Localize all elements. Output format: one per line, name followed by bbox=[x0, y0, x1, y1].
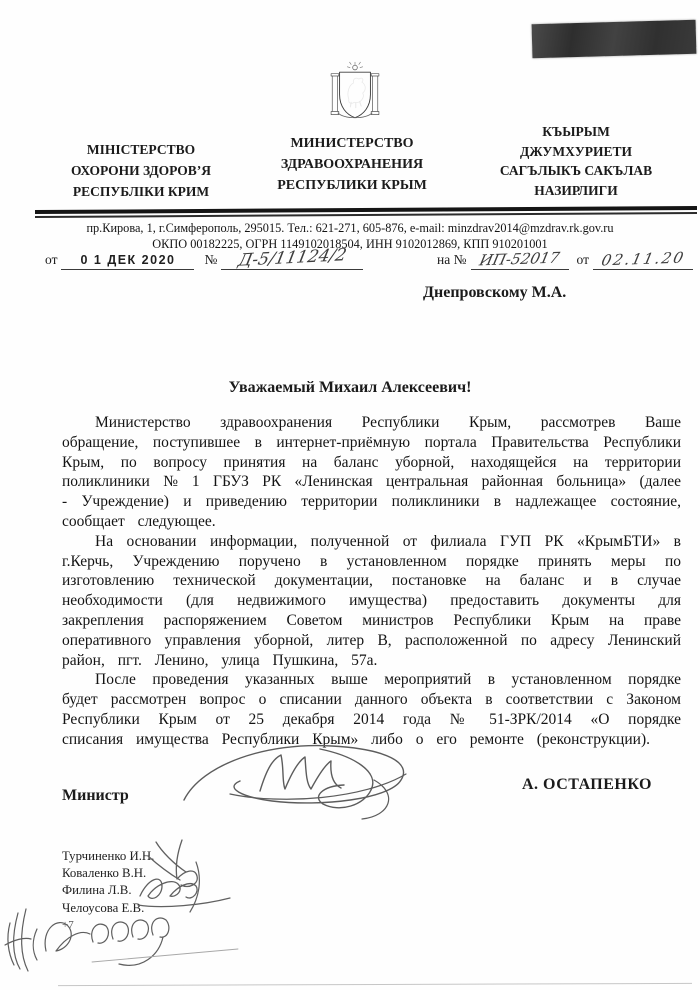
bottom-handwritten-scribble bbox=[0, 893, 245, 990]
letterhead-line: МИНИСТЕРСТВО bbox=[290, 136, 414, 151]
letterhead-line: РЕСПУБЛІКИ КРИМ bbox=[72, 184, 210, 199]
letterhead-ukrainian bbox=[42, 122, 240, 202]
outgoing-number-handwritten: Д-5/11124/2 bbox=[236, 245, 349, 271]
reference-row bbox=[45, 245, 693, 271]
letterhead bbox=[42, 122, 688, 202]
executor-name: Турчиненко И.Н. bbox=[62, 849, 155, 863]
minister-handwritten-signature bbox=[172, 738, 427, 826]
letterhead-line: МІНІСТЕРСТВО bbox=[86, 142, 196, 157]
addressee: Днепровскому М.А. bbox=[423, 284, 567, 301]
outgoing-date-field bbox=[61, 252, 194, 270]
body-paragraph: Министерство здравоохранения Республики Крым, рассмотрев Ваше обращение, поступившее в интернет-приёмную портала Правительства Республики Крым, по вопросу принятия на баланс уборной, находящейся на территории поликлиники № 1 ГБУЗ РК «Ленинская центральная районная больница» (далее - Учреждение) и приведению территории поликлиники в надлежащее состояние, сообщает следующее. bbox=[62, 414, 681, 530]
letter-body bbox=[62, 413, 681, 750]
outgoing-reference bbox=[45, 245, 363, 271]
address-line-2: ОКПО 00182225, ОГРН 1149102018504, ИНН 9102012869, КПП 910201001 bbox=[152, 237, 548, 251]
executor-name: Челоусова Е.В. bbox=[62, 900, 145, 915]
letterhead-line: НАЗИРЛИГИ bbox=[534, 182, 618, 198]
outgoing-number-label: № bbox=[204, 252, 218, 267]
incoming-date-handwritten: 02.11.20 bbox=[599, 248, 687, 270]
letterhead-line: САГЪЛЫКЪ САКЪЛАВ bbox=[499, 163, 653, 178]
body-paragraph: На основании информации, полученной от филиала ГУП РК «КрымБТИ» в г.Керчь, Учреждению поручено в установленном порядке принять меры по изготовлению технической документации, постановке на баланс и в случае необходимости (для недвижимого имущества) предоставить документы для закрепления распоряжением Советом министров Республики Крым на праве оперативного управления уборной, литер В, расположенной по адресу Ленинский район, пгт. Ленино, улица Пушкина, 57а. bbox=[62, 532, 681, 669]
letterhead-line: КЪЫРЫМ bbox=[542, 124, 610, 139]
letterhead-line: ДЖУМХУРИЕТИ bbox=[519, 143, 632, 159]
letterhead-line: ЗДРАВООХРАНЕНИЯ bbox=[280, 157, 424, 172]
outgoing-number-field bbox=[221, 245, 363, 271]
incoming-number-handwritten: ИП-52017 bbox=[477, 248, 562, 270]
body-paragraph: После проведения указанных выше мероприятий в установленном порядке будет рассмотрен вопрос о списании данного объекта в соответствии с Законом Республики Крым от 25 декабря 2014 года № 51-ЗРК/2014 «О порядке списания имущества Республики Крым» либо о его ремонте (реконструкции). bbox=[62, 671, 681, 748]
crimea-coat-of-arms-icon bbox=[328, 61, 382, 125]
incoming-number-field bbox=[471, 250, 569, 270]
executor-name: Коваленко В.Н. bbox=[62, 866, 147, 881]
signer-name: А. ОСТАПЕНКО bbox=[522, 776, 652, 793]
date-stamp: 0 1 ДЕК 2020 bbox=[80, 253, 176, 267]
letterhead-crimean-tatar bbox=[464, 122, 688, 202]
letterhead-line: ОХОРОНИ ЗДОРОВ’Я bbox=[70, 163, 212, 178]
incoming-number-label: на № bbox=[437, 252, 467, 267]
letterhead-line: РЕСПУБЛИКИ КРЫМ bbox=[277, 178, 427, 193]
letterhead-russian bbox=[240, 122, 464, 202]
incoming-date-label: от bbox=[576, 252, 589, 267]
incoming-date-field bbox=[593, 250, 693, 270]
salutation: Уважаемый Михаил Алексеевич! bbox=[228, 379, 472, 396]
address-line-1: пр.Кирова, 1, г.Симферополь, 295015. Тел.: 621-271, 605-876, e-mail: minzdrav2014@mzdrav.rk.gov.ru bbox=[86, 221, 614, 235]
outgoing-date-label: от bbox=[45, 252, 58, 267]
executor-name: Филина Л.В. bbox=[62, 883, 132, 898]
signer-position: Министр bbox=[62, 787, 129, 804]
incoming-reference bbox=[437, 250, 693, 270]
redaction-block bbox=[532, 20, 697, 59]
executor-phone-note: +7 bbox=[62, 918, 74, 931]
